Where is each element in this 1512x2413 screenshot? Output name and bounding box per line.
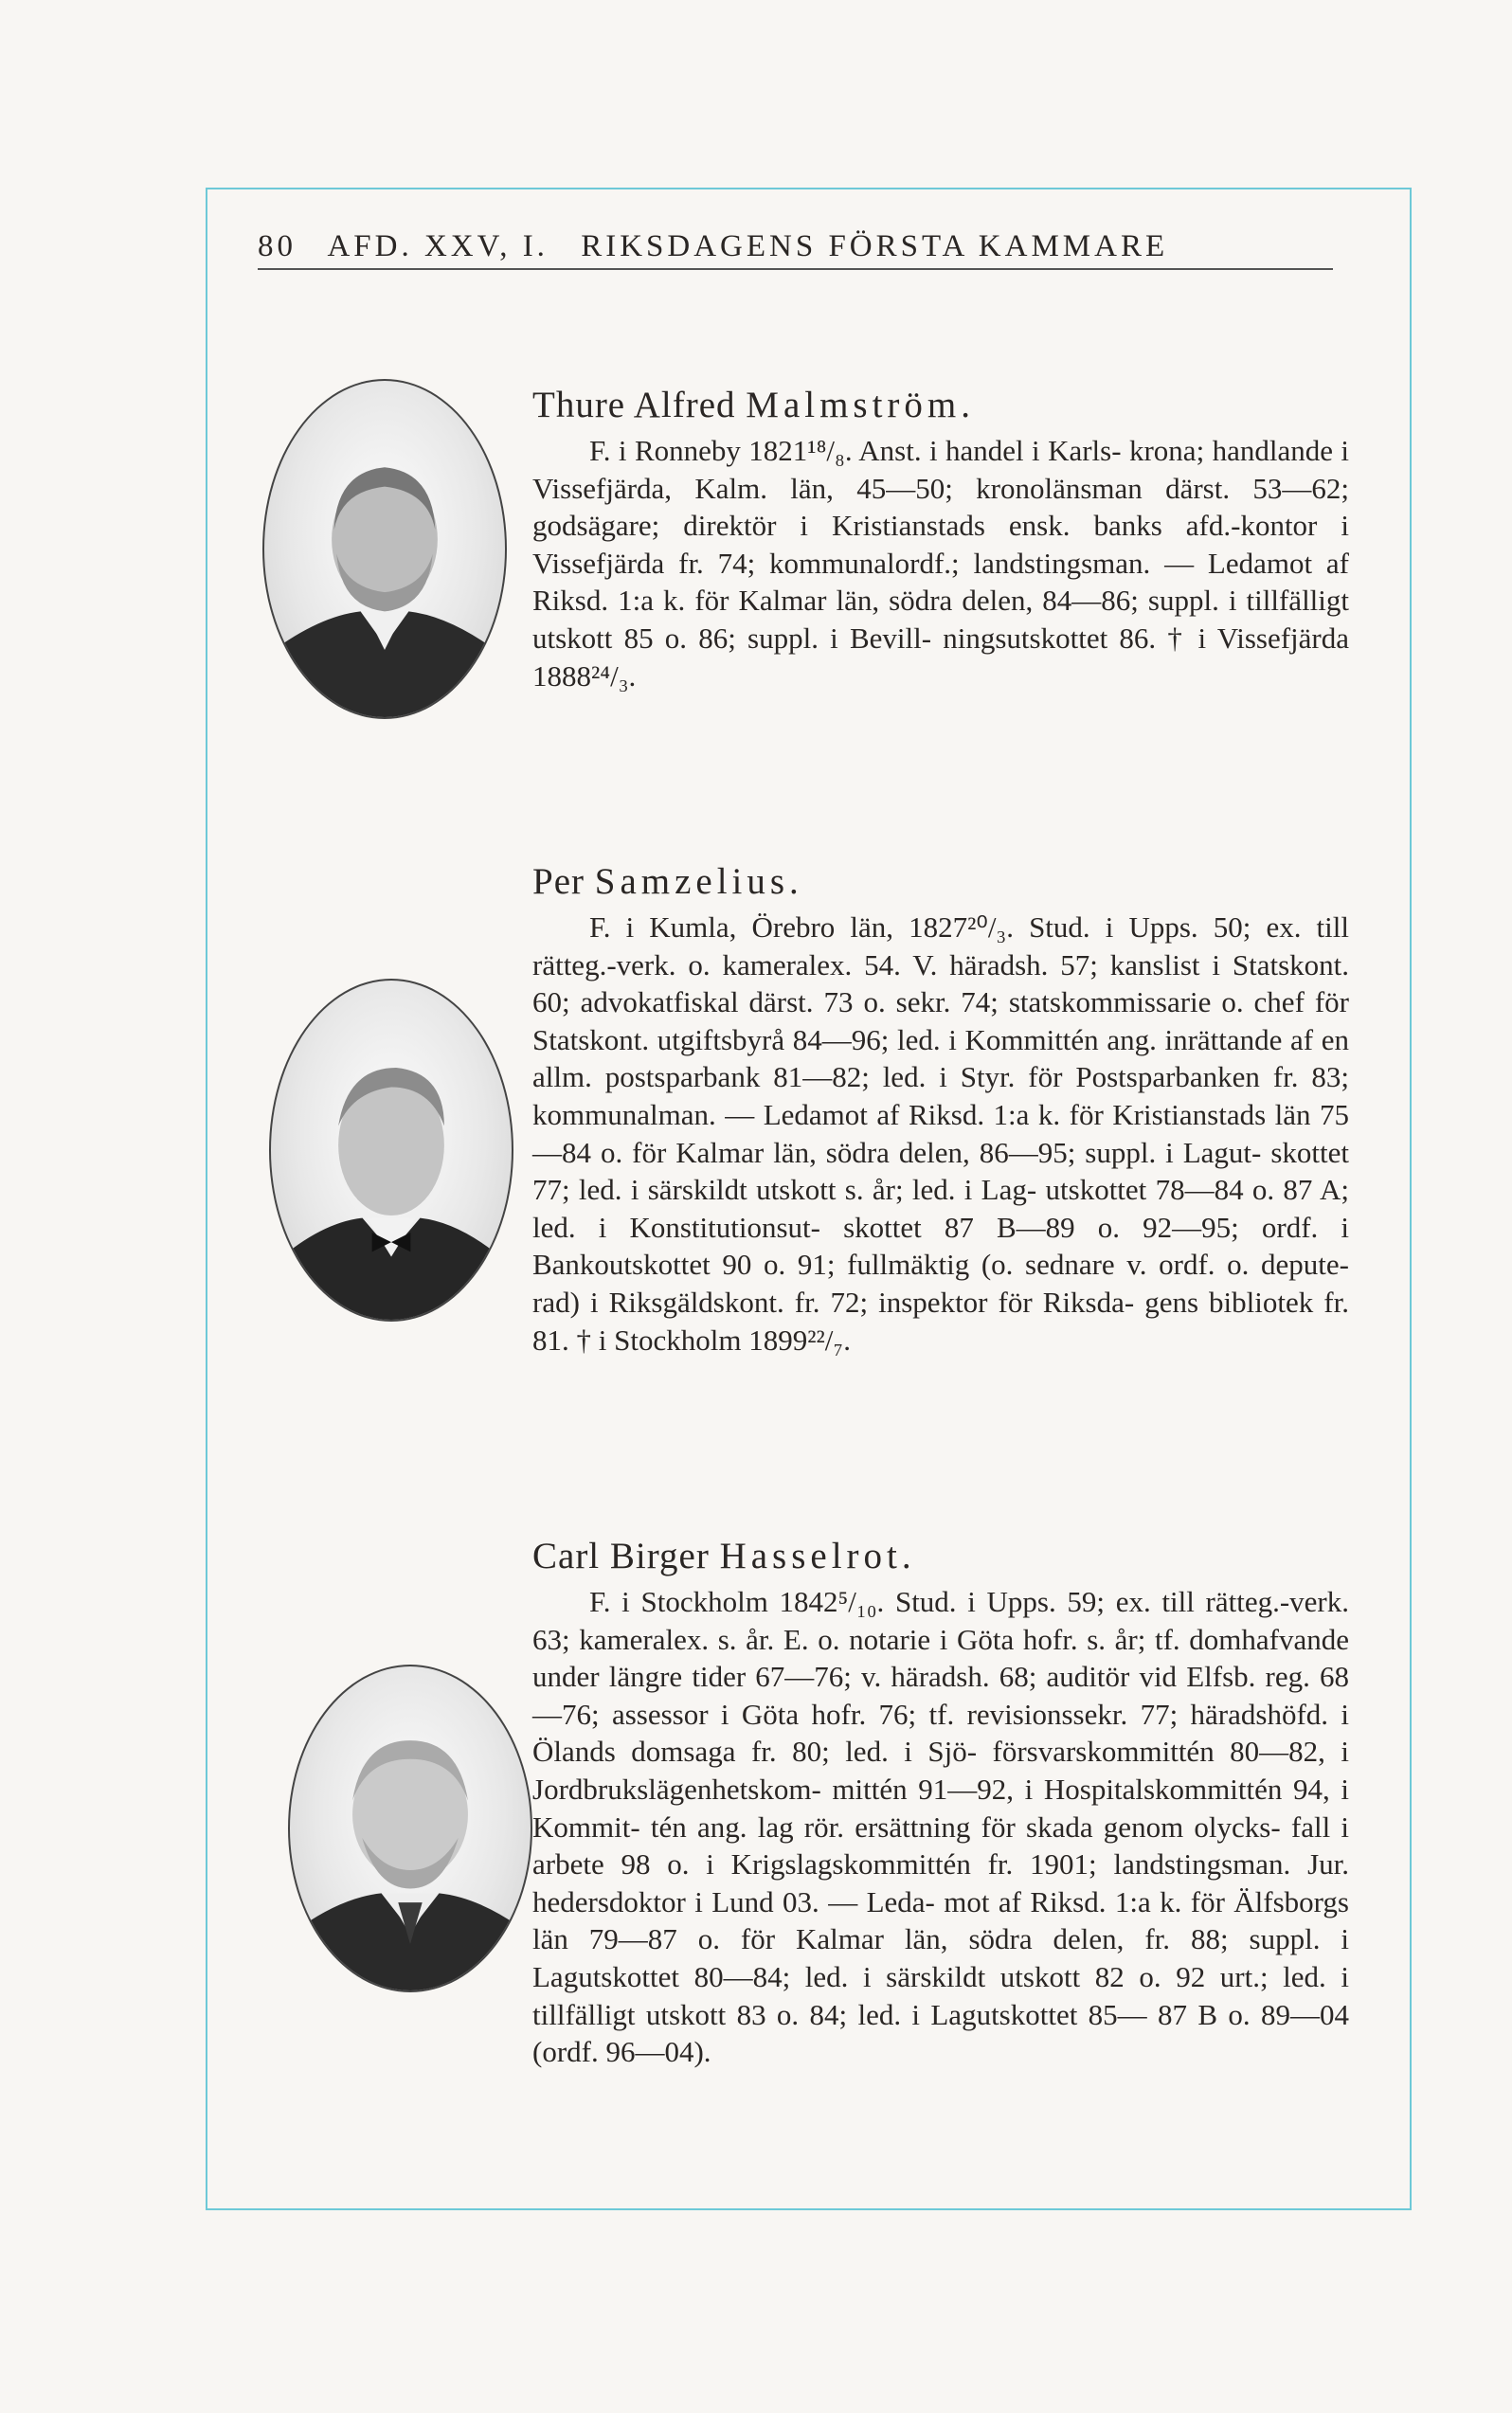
surname: Hasselrot. bbox=[719, 1536, 916, 1576]
surname: Samzelius. bbox=[594, 861, 803, 902]
page-number: 80 bbox=[258, 229, 297, 263]
text-line: af en allm. postsparbank 81—82; led. i Styr. för bbox=[532, 1022, 1350, 1094]
running-head bbox=[258, 229, 1333, 270]
text-line: F. i Kumla, Örebro län, 1827²⁰/₃. Stud. i Upps. bbox=[589, 910, 1198, 944]
text-line: försvarskommittén 80—82, i Jordbrukslägenhetskom- bbox=[532, 1735, 1349, 1806]
text-line: mittén 91—92, i Hospitalskommittén 94, i Kommit- bbox=[532, 1772, 1349, 1844]
text-line: tén ang. lag rör. ersättning för skada genom olycks- bbox=[650, 1810, 1281, 1844]
portrait-photo bbox=[288, 1665, 532, 1992]
text-line: 68—76; assessor i Göta hofr. 76; tf. revisionssekr. bbox=[532, 1660, 1350, 1731]
surname: Malmström. bbox=[746, 385, 976, 425]
biography-text bbox=[532, 1583, 1349, 2071]
text-line: 87 B o. 89—04 (ordf. 96—04). bbox=[532, 1997, 1349, 2069]
text-line: 90 o. 91; fullmäktig (o. sednare v. ordf. o. depute- bbox=[722, 1248, 1349, 1282]
biography-entry bbox=[532, 1535, 1349, 2071]
text-line: F. i Ronneby 1821¹⁸/₈. Anst. i handel i Karls- bbox=[589, 434, 1122, 467]
text-line: utgiftsbyrå 84—96; led. i Kommittén ang. inrättande bbox=[657, 1022, 1283, 1056]
text-line: 80—84; led. i särskildt utskott 82 o. 92 urt.; led. i bbox=[693, 1959, 1349, 1993]
text-line: mot af Riksd. 1:a k. för Älfsborgs län 79—87 o. för bbox=[532, 1884, 1349, 1956]
text-line: Kristianstads ensk. banks afd.-kontor i Vissefjärda bbox=[532, 509, 1349, 580]
text-line: i Göta hofr. s. år; tf. domhafvande under längre bbox=[532, 1622, 1350, 1694]
text-line: Postsparbanken fr. 83; kommunalman. — Ledamot bbox=[532, 1060, 1349, 1131]
text-line: af Riksd. 1:a k. för Kristianstads län 75—84 o. för bbox=[532, 1097, 1350, 1169]
text-line: krona; handlande i Vissefjärda, Kalm. län, 45—50; bbox=[532, 434, 1350, 505]
text-line: gens bibliotek fr. 81. † i Stockholm 1899²²/₇. bbox=[532, 1285, 1349, 1357]
text-line: skottet 77; led. i särskildt utskott s. år; led. i Lag- bbox=[532, 1135, 1350, 1207]
given-names: Carl Birger bbox=[532, 1536, 710, 1576]
text-line: fall i arbete 98 o. i Krigslagskommittén fr. 1901; bbox=[532, 1810, 1350, 1882]
person-name bbox=[532, 860, 1349, 903]
text-line: o. sekr. 74; statskommissarie o. chef för Statskont. bbox=[532, 985, 1349, 1056]
given-names: Per bbox=[532, 861, 585, 902]
biography-text bbox=[532, 432, 1349, 694]
portrait-photo bbox=[269, 979, 513, 1322]
text-line: skottet 87 B—89 o. 92—95; ordf. i Bankoutskottet bbox=[532, 1210, 1350, 1282]
text-line: Kalmar län, södra delen, 86—95; suppl. i Lagut- bbox=[675, 1135, 1262, 1169]
portrait-photo bbox=[262, 379, 507, 719]
text-line: tider 67—76; v. häradsh. 68; auditör vid Elfsb. reg. bbox=[692, 1660, 1310, 1694]
text-line: utskottet 78—84 o. 87 A; led. i Konstitutionsut- bbox=[532, 1173, 1350, 1244]
given-names: Thure Alfred bbox=[532, 385, 736, 425]
text-line: af Riksd. 1:a k. för Kalmar län, södra delen, 84—86; bbox=[532, 546, 1350, 618]
text-line: ningsutskottet 86. † i Vissefjärda 1888²⁴/₃. bbox=[532, 621, 1350, 693]
text-line: rad) i Riksgäldskont. fr. 72; inspektor för Riksda- bbox=[532, 1285, 1135, 1319]
biography-entry bbox=[532, 860, 1349, 1359]
text-line: landstingsman. Jur. hedersdoktor i Lund 03. — Leda- bbox=[532, 1847, 1350, 1918]
text-line: kronolänsman därst. 53—62; godsägare; direktör i bbox=[532, 471, 1349, 543]
biography-text bbox=[532, 909, 1349, 1359]
text-line: fr. 74; kommunalordf.; landstingsman. — Ledamot bbox=[678, 546, 1313, 580]
text-line: 57; kanslist i Statskont. 60; advokatfiskal därst. 73 bbox=[532, 947, 1349, 1019]
biography-entry bbox=[532, 384, 1349, 694]
text-line: 77; häradshöfd. i Ölands domsaga fr. 80; led. i Sjö- bbox=[532, 1697, 1349, 1769]
person-name bbox=[532, 384, 1349, 426]
text-line: Kalmar län, södra delen, fr. 88; suppl. i Lagutskottet bbox=[532, 1922, 1349, 1993]
section-label: AFD. XXV, I. bbox=[327, 229, 549, 263]
text-line: till rätteg.-verk. 63; kameralex. s. år. E. o. notarie bbox=[532, 1585, 1349, 1656]
text-line: F. i Stockholm 1842⁵/₁₀. Stud. i Upps. 59; ex. bbox=[589, 1585, 1151, 1618]
text-line: 50; ex. till rätteg.-verk. o. kameralex. 54. V. häradsh. bbox=[532, 910, 1350, 981]
person-name bbox=[532, 1535, 1349, 1577]
text-line: tillfälligt utskott 83 o. 84; led. i Lagutskottet 85— bbox=[532, 1997, 1147, 2031]
chamber-title: RIKSDAGENS FÖRSTA KAMMARE bbox=[581, 229, 1169, 263]
text-line: suppl. i tillfälligt utskott 85 o. 86; suppl. i Bevill- bbox=[532, 584, 1350, 655]
